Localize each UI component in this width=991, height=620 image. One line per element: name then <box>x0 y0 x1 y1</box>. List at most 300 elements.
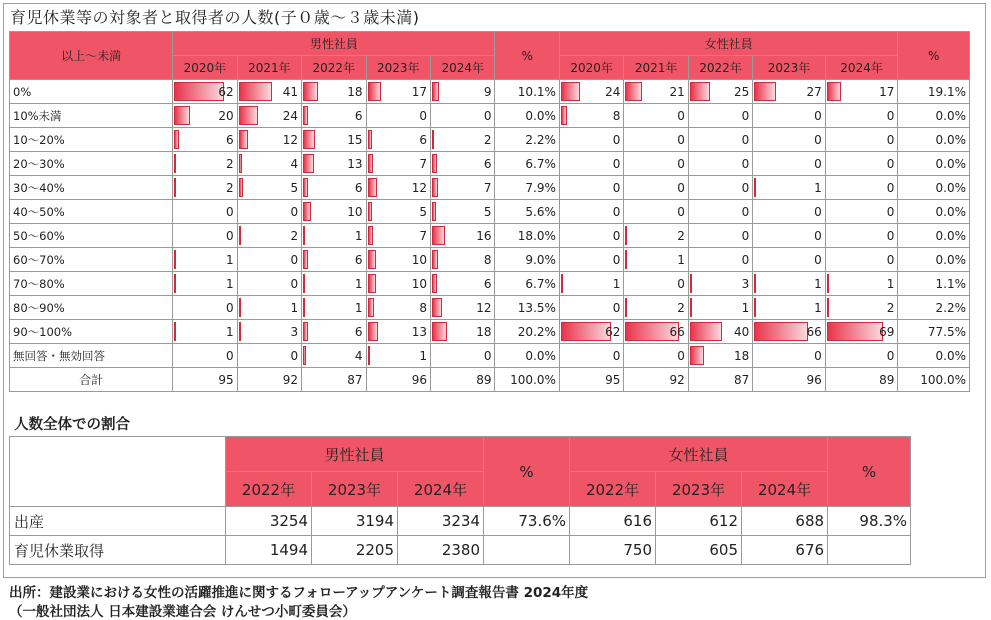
cell-value: 5 <box>419 204 427 219</box>
female-value <box>624 128 688 152</box>
cell-value: 6 <box>354 180 363 195</box>
male-year-header: 2023年 <box>366 56 430 80</box>
female-value <box>624 272 688 296</box>
cell-value: 10 <box>411 252 427 267</box>
male-value <box>173 296 237 320</box>
data-bar <box>432 154 437 173</box>
cell-value: 1 <box>225 252 234 267</box>
female-value <box>688 200 752 224</box>
male-header: 男性社員 <box>226 437 484 472</box>
data-bar <box>827 298 829 317</box>
data-bar <box>690 346 705 365</box>
table-row <box>10 296 970 320</box>
row-label: 0% <box>10 80 173 104</box>
data-bar <box>239 322 241 341</box>
male-pct: 9.0% <box>495 248 559 272</box>
female-value <box>688 152 752 176</box>
cell-value: 0 <box>814 156 822 171</box>
row-label: 10%未満 <box>10 104 173 128</box>
data-bar <box>754 82 776 101</box>
row-label: 出産 <box>10 507 226 536</box>
male-value <box>237 104 301 128</box>
female-value: 750 <box>570 536 656 565</box>
data-bar <box>303 274 305 293</box>
male-value <box>237 200 301 224</box>
male-value <box>430 320 494 344</box>
female-value <box>825 176 898 200</box>
female-value <box>624 320 688 344</box>
female-value <box>624 104 688 128</box>
male-value <box>430 80 494 104</box>
female-value <box>753 224 826 248</box>
cell-value: 1 <box>354 276 363 291</box>
cell-value: 1 <box>612 276 621 291</box>
male-value: 95 <box>173 368 237 392</box>
data-bar <box>368 178 378 197</box>
male-value <box>366 104 430 128</box>
cell-value: 2 <box>886 300 895 315</box>
female-value <box>825 80 898 104</box>
female-pct: 100.0% <box>898 368 970 392</box>
male-value <box>366 296 430 320</box>
cell-value: 66 <box>806 324 822 339</box>
cell-value: 0 <box>814 108 822 123</box>
female-pct: 0.0% <box>898 200 970 224</box>
data-bar <box>303 130 315 149</box>
female-header: 女性社員 <box>570 437 828 472</box>
female-value <box>825 344 898 368</box>
cell-value: 1 <box>814 180 822 195</box>
female-value <box>753 80 826 104</box>
cell-value: 0 <box>612 132 621 147</box>
data-bar <box>174 178 176 197</box>
male-value <box>173 152 237 176</box>
female-value <box>559 272 623 296</box>
male-value <box>430 176 494 200</box>
female-pct-header: % <box>828 437 911 507</box>
female-value <box>753 176 826 200</box>
data-bar <box>368 82 382 101</box>
male-value <box>302 272 366 296</box>
data-bar <box>174 130 179 149</box>
cell-value: 0 <box>886 252 895 267</box>
male-value <box>366 320 430 344</box>
cell-value: 7 <box>419 228 427 243</box>
data-bar <box>690 274 692 293</box>
data-bar <box>303 154 314 173</box>
cell-value: 1 <box>886 276 895 291</box>
cell-value: 15 <box>347 132 363 147</box>
cell-value: 0 <box>225 204 234 219</box>
female-value <box>688 272 752 296</box>
cell-value: 10 <box>411 276 427 291</box>
data-bar <box>625 298 627 317</box>
male-value <box>366 248 430 272</box>
female-pct: 0.0% <box>898 224 970 248</box>
cell-value: 0 <box>419 108 427 123</box>
table-row <box>10 536 911 565</box>
female-value <box>688 320 752 344</box>
data-bar <box>827 82 841 101</box>
table-row <box>10 128 970 152</box>
row-label: 30～40% <box>10 176 173 200</box>
data-bar <box>368 202 372 221</box>
male-value <box>302 128 366 152</box>
female-value: 676 <box>742 536 828 565</box>
row-label: 80～90% <box>10 296 173 320</box>
female-value <box>624 296 688 320</box>
cell-value: 10 <box>347 204 363 219</box>
cell-value: 24 <box>605 84 621 99</box>
female-pct: 19.1% <box>898 80 970 104</box>
cell-value: 0 <box>677 276 685 291</box>
cell-value: 9 <box>483 84 492 99</box>
data-bar <box>625 82 642 101</box>
male-value <box>173 248 237 272</box>
cell-value: 0 <box>741 252 750 267</box>
female-year-header: 2024年 <box>742 472 828 507</box>
male-value <box>430 128 494 152</box>
female-pct: 0.0% <box>898 176 970 200</box>
male-value <box>430 224 494 248</box>
male-value <box>430 200 494 224</box>
data-bar <box>690 82 710 101</box>
cell-value: 0 <box>677 180 685 195</box>
cell-value: 18 <box>476 324 492 339</box>
male-year-header: 2020年 <box>173 56 237 80</box>
female-value <box>559 344 623 368</box>
male-value <box>173 344 237 368</box>
female-pct: 0.0% <box>898 344 970 368</box>
female-year-header: 2024年 <box>825 56 898 80</box>
cell-value: 0 <box>814 228 822 243</box>
male-value <box>173 104 237 128</box>
table-row <box>10 344 970 368</box>
female-pct: 77.5% <box>898 320 970 344</box>
cell-value: 2 <box>677 300 685 315</box>
data-bar <box>754 274 756 293</box>
cell-value: 1 <box>814 300 822 315</box>
male-value <box>366 344 430 368</box>
female-header: 女性社員 <box>559 32 897 56</box>
male-pct: 5.6% <box>495 200 559 224</box>
cell-value: 4 <box>290 156 299 171</box>
male-value <box>430 296 494 320</box>
cell-value: 8 <box>483 252 492 267</box>
female-value <box>753 128 826 152</box>
male-value <box>173 128 237 152</box>
row-label: 育児休業取得 <box>10 536 226 565</box>
data-bar <box>174 274 176 293</box>
male-value <box>173 176 237 200</box>
data-bar <box>368 130 373 149</box>
data-bar <box>174 82 224 101</box>
table-row <box>10 272 970 296</box>
female-value <box>688 248 752 272</box>
cell-value: 0 <box>741 132 750 147</box>
male-value <box>366 176 430 200</box>
female-value <box>753 344 826 368</box>
cell-value: 66 <box>669 324 685 339</box>
cell-value: 0 <box>290 276 299 291</box>
cell-value: 1 <box>419 348 427 363</box>
cell-value: 0 <box>814 252 822 267</box>
cell-value: 12 <box>476 300 492 315</box>
cell-value: 2 <box>290 228 299 243</box>
cell-value: 2 <box>483 132 492 147</box>
overall-ratio-table <box>9 436 911 565</box>
cell-value: 0 <box>677 108 685 123</box>
female-pct <box>828 536 911 565</box>
data-bar <box>754 298 756 317</box>
corner-header-blank <box>10 437 226 507</box>
data-bar <box>303 226 305 245</box>
cell-value: 24 <box>282 108 299 123</box>
row-label: 無回答・無効回答 <box>10 344 173 368</box>
data-bar <box>754 178 756 197</box>
female-value: 95 <box>559 368 623 392</box>
female-year-header: 2020年 <box>559 56 623 80</box>
data-bar <box>239 298 241 317</box>
data-bar <box>303 178 308 197</box>
female-value <box>559 224 623 248</box>
female-value <box>753 104 826 128</box>
cell-value: 6 <box>483 276 492 291</box>
data-bar <box>239 226 241 245</box>
male-value <box>302 344 366 368</box>
cell-value: 25 <box>734 84 750 99</box>
cell-value: 0 <box>814 132 822 147</box>
cell-value: 1 <box>814 276 822 291</box>
male-pct: 6.7% <box>495 152 559 176</box>
cell-value: 40 <box>734 324 750 339</box>
source-line-2: （一般社団法人 日本建設業連合会 けんせつ小町委員会） <box>9 604 356 620</box>
data-bar <box>432 322 447 341</box>
cell-value: 16 <box>476 228 492 243</box>
cell-value: 12 <box>282 132 299 147</box>
male-value <box>302 176 366 200</box>
data-bar <box>432 274 437 293</box>
female-value <box>559 80 623 104</box>
row-label: 60～70% <box>10 248 173 272</box>
cell-value: 62 <box>605 324 621 339</box>
data-bar <box>303 250 308 269</box>
data-bar <box>690 298 692 317</box>
cell-value: 6 <box>354 252 363 267</box>
male-pct: 13.5% <box>495 296 559 320</box>
cell-value: 0 <box>290 252 299 267</box>
male-value <box>237 272 301 296</box>
cell-value: 0 <box>886 228 895 243</box>
male-value: 2380 <box>398 536 484 565</box>
cell-value: 0 <box>483 348 492 363</box>
cell-value: 1 <box>290 300 299 315</box>
cell-value: 62 <box>218 84 234 99</box>
table-row <box>10 320 970 344</box>
male-pct-header: % <box>495 32 559 80</box>
male-value <box>302 296 366 320</box>
male-value <box>366 128 430 152</box>
table-row <box>10 248 970 272</box>
cell-value: 0 <box>677 204 685 219</box>
female-value <box>753 296 826 320</box>
data-bar <box>432 226 445 245</box>
male-value: 1494 <box>226 536 312 565</box>
male-value <box>237 176 301 200</box>
female-value <box>825 248 898 272</box>
male-value: 92 <box>237 368 301 392</box>
male-pct: 2.2% <box>495 128 559 152</box>
cell-value: 0 <box>886 204 895 219</box>
cell-value: 4 <box>354 348 363 363</box>
male-value: 96 <box>366 368 430 392</box>
male-value <box>237 320 301 344</box>
distribution-table <box>9 31 970 392</box>
female-pct: 2.2% <box>898 296 970 320</box>
source-line-1: 出所：建設業における女性の活躍推進に関するフォローアップアンケート調査報告書 2024年度 <box>9 585 589 601</box>
data-bar <box>432 130 434 149</box>
female-value <box>753 272 826 296</box>
female-value <box>825 200 898 224</box>
cell-value: 27 <box>806 84 822 99</box>
cell-value: 0 <box>677 348 685 363</box>
male-value <box>237 80 301 104</box>
female-value <box>753 152 826 176</box>
data-bar <box>303 346 306 365</box>
female-value <box>624 200 688 224</box>
female-value <box>559 104 623 128</box>
female-value <box>559 296 623 320</box>
data-bar <box>368 274 376 293</box>
cell-value: 6 <box>419 132 427 147</box>
male-value <box>366 80 430 104</box>
cell-value: 0 <box>483 108 492 123</box>
cell-value: 3 <box>741 276 750 291</box>
female-value <box>753 200 826 224</box>
male-value <box>430 344 494 368</box>
cell-value: 0 <box>741 180 750 195</box>
female-value: 92 <box>624 368 688 392</box>
cell-value: 0 <box>612 228 621 243</box>
cell-value: 0 <box>290 204 299 219</box>
table-row <box>10 200 970 224</box>
female-pct: 0.0% <box>898 104 970 128</box>
cell-value: 2 <box>225 180 234 195</box>
data-bar <box>174 154 176 173</box>
cell-value: 0 <box>741 108 750 123</box>
row-label: 40～50% <box>10 200 173 224</box>
female-year-header: 2023年 <box>753 56 826 80</box>
row-label: 90～100% <box>10 320 173 344</box>
male-pct: 100.0% <box>495 368 559 392</box>
cell-value: 17 <box>879 84 895 99</box>
data-bar <box>827 274 829 293</box>
cell-value: 0 <box>677 132 685 147</box>
female-year-header: 2022年 <box>688 56 752 80</box>
female-value <box>688 296 752 320</box>
male-value <box>430 104 494 128</box>
female-value <box>688 176 752 200</box>
cell-value: 0 <box>886 156 895 171</box>
male-value <box>237 152 301 176</box>
cell-value: 5 <box>483 204 492 219</box>
row-label: 50～60% <box>10 224 173 248</box>
male-value <box>302 320 366 344</box>
male-year-header: 2021年 <box>237 56 301 80</box>
table-row <box>10 104 970 128</box>
female-value <box>559 200 623 224</box>
female-value <box>825 272 898 296</box>
male-pct: 0.0% <box>495 104 559 128</box>
female-value <box>624 152 688 176</box>
data-bar <box>561 274 563 293</box>
cell-value: 0 <box>741 204 750 219</box>
corner-header: 以上～未満 <box>10 32 173 80</box>
female-value: 89 <box>825 368 898 392</box>
cell-value: 0 <box>677 156 685 171</box>
female-pct: 98.3% <box>828 507 911 536</box>
data-bar <box>827 322 883 341</box>
male-value: 3234 <box>398 507 484 536</box>
cell-value: 0 <box>612 156 621 171</box>
cell-value: 6 <box>354 324 363 339</box>
cell-value: 0 <box>886 108 895 123</box>
cell-value: 6 <box>225 132 234 147</box>
female-value <box>753 248 826 272</box>
table-row <box>10 507 911 536</box>
cell-value: 6 <box>354 108 363 123</box>
cell-value: 2 <box>677 228 685 243</box>
female-value: 87 <box>688 368 752 392</box>
female-value <box>559 248 623 272</box>
section-subtitle: 人数全体での割合 <box>14 417 130 433</box>
male-value: 2205 <box>312 536 398 565</box>
female-value: 612 <box>656 507 742 536</box>
female-year-header: 2022年 <box>570 472 656 507</box>
female-value <box>624 80 688 104</box>
male-value <box>430 152 494 176</box>
data-bar <box>368 226 374 245</box>
table-row <box>10 152 970 176</box>
female-value <box>559 128 623 152</box>
data-bar <box>690 322 722 341</box>
data-bar <box>561 82 580 101</box>
male-value <box>430 272 494 296</box>
cell-value: 0 <box>290 348 299 363</box>
data-bar <box>303 82 318 101</box>
male-value <box>366 152 430 176</box>
male-value: 87 <box>302 368 366 392</box>
cell-value: 7 <box>483 180 492 195</box>
cell-value: 0 <box>612 204 621 219</box>
male-value: 3254 <box>226 507 312 536</box>
female-value <box>825 128 898 152</box>
male-value <box>173 80 237 104</box>
male-value <box>237 248 301 272</box>
data-bar <box>432 82 439 101</box>
cell-value: 8 <box>419 300 427 315</box>
data-bar <box>239 130 249 149</box>
data-bar <box>432 178 438 197</box>
cell-value: 1 <box>354 228 363 243</box>
male-value <box>237 224 301 248</box>
female-value <box>559 176 623 200</box>
cell-value: 3 <box>290 324 299 339</box>
male-year-header: 2023年 <box>312 472 398 507</box>
female-value <box>825 152 898 176</box>
cell-value: 17 <box>411 84 427 99</box>
row-label: 合計 <box>10 368 173 392</box>
